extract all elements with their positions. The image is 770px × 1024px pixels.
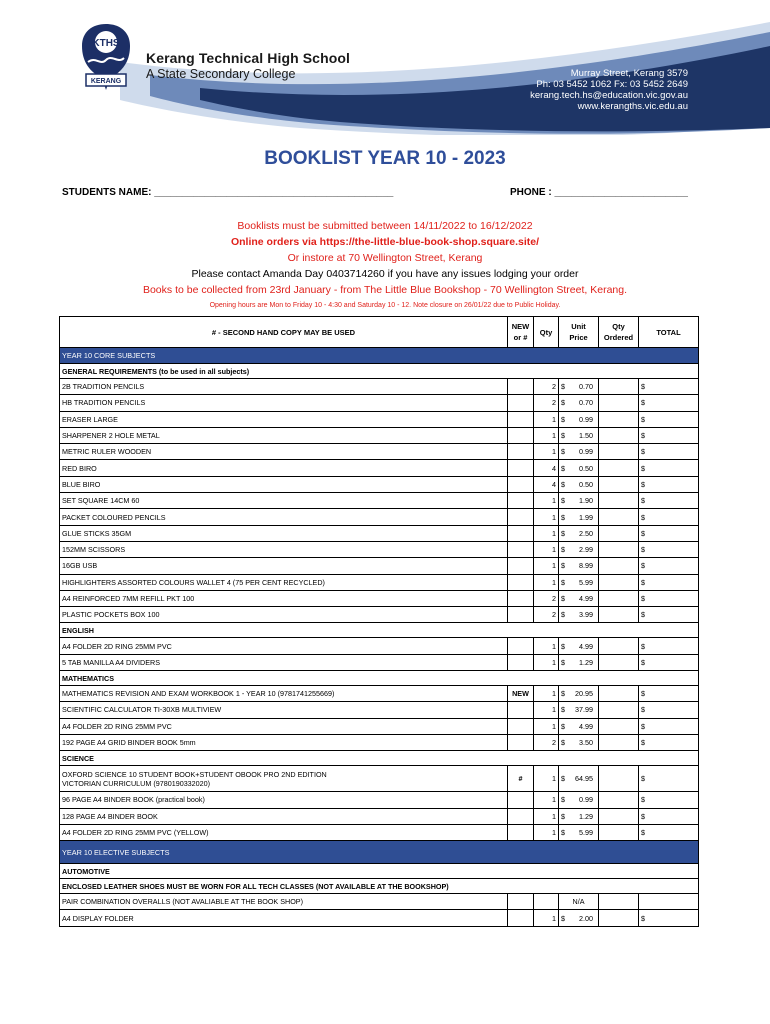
item-unit-price: N/A — [559, 894, 599, 910]
item-new-flag — [508, 702, 534, 718]
price-amount: 0.50 — [579, 479, 593, 489]
qty-ordered-input[interactable] — [599, 525, 639, 541]
item-unit-price — [559, 541, 599, 557]
qty-ordered-input[interactable] — [599, 607, 639, 623]
item-description: A4 DISPLAY FOLDER — [60, 910, 508, 926]
collection-notice: Books to be collected from 23rd January - from The Little Blue Bookshop - 70 Wellington Street, Kerang. — [142, 284, 628, 296]
item-new-flag — [508, 558, 534, 574]
phone-field[interactable]: PHONE : ________________________ — [510, 187, 688, 198]
item-qty: 1 — [534, 792, 559, 808]
item-unit-price — [559, 824, 599, 840]
item-qty: 2 — [534, 395, 559, 411]
item-qty: 1 — [534, 638, 559, 654]
item-unit-price — [559, 718, 599, 734]
item-description: 128 PAGE A4 BINDER BOOK — [60, 808, 508, 824]
section-heading: AUTOMOTIVE — [60, 864, 699, 879]
qty-ordered-input[interactable] — [599, 574, 639, 590]
currency-symbol: $ — [561, 721, 565, 731]
section-heading-row — [60, 364, 699, 379]
item-qty: 1 — [534, 910, 559, 926]
currency-symbol: $ — [561, 431, 565, 441]
currency-symbol: $ — [561, 561, 565, 571]
item-description: A4 FOLDER 2D RING 25MM PVC — [60, 718, 508, 734]
item-qty: 1 — [534, 509, 559, 525]
price-amount: 0.99 — [579, 795, 593, 805]
item-unit-price — [559, 395, 599, 411]
svg-text:KTHS: KTHS — [92, 38, 120, 49]
currency-symbol: $ — [561, 913, 565, 923]
item-qty: 1 — [534, 574, 559, 590]
table-row — [60, 476, 699, 492]
item-qty: 1 — [534, 444, 559, 460]
item-description: 96 PAGE A4 BINDER BOOK (practical book) — [60, 792, 508, 808]
contact-address: Murray Street, Kerang 3579 — [570, 68, 688, 79]
item-qty: 4 — [534, 476, 559, 492]
subject-group-band — [60, 841, 699, 864]
section-heading-row — [60, 623, 699, 638]
item-total: $ — [639, 411, 699, 427]
online-orders-link[interactable]: Online orders via https://the-little-blue-book-shop.square.site/ — [230, 236, 540, 248]
section-heading: ENCLOSED LEATHER SHOES MUST BE WORN FOR ALL TECH CLASSES (NOT AVAILABLE AT THE BOOKSHOP) — [60, 879, 699, 894]
table-row — [60, 590, 699, 606]
header-new: NEW or # — [508, 317, 534, 348]
price-amount: 37.99 — [575, 705, 593, 715]
item-unit-price — [559, 734, 599, 750]
item-qty: 1 — [534, 427, 559, 443]
table-row — [60, 808, 699, 824]
item-new-flag — [508, 574, 534, 590]
section-heading: ENGLISH — [60, 623, 699, 638]
qty-ordered-input[interactable] — [599, 395, 639, 411]
price-amount: 1.29 — [579, 811, 593, 821]
item-description: GLUE STICKS 35GM — [60, 525, 508, 541]
price-amount: 2.50 — [579, 528, 593, 538]
submission-dates-notice: Booklists must be submitted between 14/11/2022 to 16/12/2022 — [237, 220, 533, 232]
item-qty: 1 — [534, 411, 559, 427]
qty-ordered-input[interactable] — [599, 379, 639, 395]
price-amount: 20.95 — [575, 689, 593, 699]
qty-ordered-input[interactable] — [599, 686, 639, 702]
price-amount: 0.50 — [579, 463, 593, 473]
item-new-flag — [508, 476, 534, 492]
qty-ordered-input[interactable] — [599, 654, 639, 670]
item-description: SHARPENER 2 HOLE METAL — [60, 427, 508, 443]
item-qty: 4 — [534, 460, 559, 476]
contact-phone-fax: Ph: 03 5452 1062 Fx: 03 5452 2649 — [536, 79, 688, 90]
item-total: $ — [639, 718, 699, 734]
header-total: TOTAL — [639, 317, 699, 348]
item-qty: 1 — [534, 808, 559, 824]
item-unit-price — [559, 444, 599, 460]
item-description: 152MM SCISSORS — [60, 541, 508, 557]
price-amount: 4.99 — [579, 594, 593, 603]
table-row — [60, 654, 699, 670]
currency-symbol: $ — [561, 811, 565, 821]
item-unit-price — [559, 590, 599, 606]
item-total: $ — [639, 686, 699, 702]
qty-ordered-input[interactable] — [599, 509, 639, 525]
item-qty: 1 — [534, 654, 559, 670]
item-total: $ — [639, 509, 699, 525]
item-unit-price — [559, 808, 599, 824]
item-description: 192 PAGE A4 GRID BINDER BOOK 5mm — [60, 734, 508, 750]
item-unit-price — [559, 654, 599, 670]
section-heading: MATHEMATICS — [60, 671, 699, 686]
item-total: $ — [639, 654, 699, 670]
contact-notice: Please contact Amanda Day 0403714260 if you have any issues lodging your order — [191, 268, 579, 280]
item-qty: 1 — [534, 702, 559, 718]
item-total: $ — [639, 638, 699, 654]
students-name-field[interactable]: STUDENTS NAME: ___________________________________________ — [62, 187, 394, 198]
item-description: METRIC RULER WOODEN — [60, 444, 508, 460]
table-row — [60, 525, 699, 541]
qty-ordered-input[interactable] — [599, 734, 639, 750]
header-unit-price: Unit Price — [559, 317, 599, 348]
currency-symbol: $ — [561, 657, 565, 667]
item-new-flag — [508, 808, 534, 824]
item-unit-price — [559, 476, 599, 492]
price-amount: 1.99 — [579, 512, 593, 522]
item-unit-price — [559, 910, 599, 926]
section-heading-row — [60, 864, 699, 879]
item-total: $ — [639, 590, 699, 606]
item-description: 2B TRADITION PENCILS — [60, 379, 508, 395]
currency-symbol: $ — [561, 795, 565, 805]
currency-symbol: $ — [561, 447, 565, 457]
table-row — [60, 702, 699, 718]
item-total: $ — [639, 379, 699, 395]
currency-symbol: $ — [561, 738, 565, 748]
item-unit-price — [559, 509, 599, 525]
table-row — [60, 460, 699, 476]
qty-ordered-input[interactable] — [599, 808, 639, 824]
item-description: A4 FOLDER 2D RING 25MM PVC (YELLOW) — [60, 824, 508, 840]
price-amount: 5.99 — [579, 827, 593, 837]
item-total: $ — [639, 493, 699, 509]
item-total: $ — [639, 444, 699, 460]
price-amount: 2.00 — [579, 913, 593, 923]
item-qty: 1 — [534, 525, 559, 541]
item-description: PLASTIC POCKETS BOX 100 — [60, 607, 508, 623]
item-new-flag: NEW — [508, 686, 534, 702]
qty-ordered-input[interactable] — [599, 427, 639, 443]
item-total: $ — [639, 734, 699, 750]
table-row — [60, 792, 699, 808]
subject-group-band — [60, 348, 699, 364]
item-qty — [534, 894, 559, 910]
currency-symbol: $ — [561, 545, 565, 555]
currency-symbol: $ — [561, 641, 565, 651]
price-amount: 4.99 — [579, 641, 593, 651]
item-description: 16GB USB — [60, 558, 508, 574]
item-total: $ — [639, 558, 699, 574]
section-heading-row — [60, 879, 699, 894]
qty-ordered-input[interactable] — [599, 894, 639, 910]
item-description: SCIENTIFIC CALCULATOR TI-30XB MULTIVIEW — [60, 702, 508, 718]
band-label: YEAR 10 ELECTIVE SUBJECTS — [60, 841, 699, 864]
opening-hours-notice: Opening hours are Mon to Friday 10 - 4:30 and Saturday 10 - 12. Note closure on 26/01/22 due to Public Holiday. — [209, 302, 561, 309]
item-total — [639, 894, 699, 910]
instore-notice: Or instore at 70 Wellington Street, Kerang — [287, 252, 483, 264]
qty-ordered-input[interactable] — [599, 493, 639, 509]
price-amount: 8.99 — [579, 561, 593, 571]
item-qty: 1 — [534, 824, 559, 840]
price-amount: 1.29 — [579, 657, 593, 667]
item-new-flag — [508, 411, 534, 427]
qty-ordered-input[interactable] — [599, 792, 639, 808]
currency-symbol: $ — [561, 610, 565, 620]
item-new-flag — [508, 654, 534, 670]
item-new-flag — [508, 460, 534, 476]
header-qty: Qty — [534, 317, 559, 348]
header-description: # - SECOND HAND COPY MAY BE USED — [60, 317, 508, 348]
price-amount: 1.50 — [579, 431, 593, 441]
table-row — [60, 686, 699, 702]
item-total: $ — [639, 427, 699, 443]
band-label: YEAR 10 CORE SUBJECTS — [60, 348, 699, 364]
price-amount: 1.90 — [579, 496, 593, 506]
item-qty: 2 — [534, 734, 559, 750]
table-row — [60, 607, 699, 623]
item-unit-price — [559, 766, 599, 792]
price-amount: 3.50 — [579, 738, 593, 748]
price-amount: 3.99 — [579, 610, 593, 620]
table-row — [60, 493, 699, 509]
item-description: OXFORD SCIENCE 10 STUDENT BOOK+STUDENT OBOOK PRO 2ND EDITION VICTORIAN CURRICULUM (9780190332020) — [60, 766, 508, 792]
item-description: HB TRADITION PENCILS — [60, 395, 508, 411]
currency-symbol: $ — [561, 827, 565, 837]
item-unit-price — [559, 460, 599, 476]
item-new-flag — [508, 638, 534, 654]
item-qty: 2 — [534, 590, 559, 606]
item-total: $ — [639, 824, 699, 840]
item-qty: 1 — [534, 541, 559, 557]
item-new-flag — [508, 444, 534, 460]
item-qty: 2 — [534, 607, 559, 623]
item-new-flag: # — [508, 766, 534, 792]
price-amount: 0.99 — [579, 447, 593, 457]
item-new-flag — [508, 590, 534, 606]
price-amount: 2.99 — [579, 545, 593, 555]
item-unit-price — [559, 792, 599, 808]
qty-ordered-input[interactable] — [599, 460, 639, 476]
item-new-flag — [508, 607, 534, 623]
item-description: ERASER LARGE — [60, 411, 508, 427]
item-unit-price — [559, 379, 599, 395]
item-description: PAIR COMBINATION OVERALLS (NOT AVALIABLE AT THE BOOK SHOP) — [60, 894, 508, 910]
item-description: RED BIRO — [60, 460, 508, 476]
qty-ordered-input[interactable] — [599, 541, 639, 557]
item-new-flag — [508, 509, 534, 525]
table-row — [60, 638, 699, 654]
table-row — [60, 766, 699, 792]
item-total: $ — [639, 476, 699, 492]
qty-ordered-input[interactable] — [599, 476, 639, 492]
item-qty: 1 — [534, 718, 559, 734]
item-unit-price — [559, 558, 599, 574]
price-amount: 4.99 — [579, 721, 593, 731]
price-amount: 64.95 — [575, 774, 593, 784]
table-row — [60, 734, 699, 750]
qty-ordered-input[interactable] — [599, 824, 639, 840]
section-heading-row — [60, 671, 699, 686]
table-row — [60, 558, 699, 574]
currency-symbol: $ — [561, 705, 565, 715]
item-qty: 1 — [534, 766, 559, 792]
item-new-flag — [508, 395, 534, 411]
item-qty: 1 — [534, 686, 559, 702]
currency-symbol: $ — [561, 463, 565, 473]
table-row — [60, 509, 699, 525]
table-row — [60, 824, 699, 840]
item-unit-price — [559, 638, 599, 654]
contact-details — [530, 68, 688, 112]
item-total: $ — [639, 766, 699, 792]
item-new-flag — [508, 824, 534, 840]
table-row — [60, 444, 699, 460]
item-total: $ — [639, 541, 699, 557]
item-new-flag — [508, 894, 534, 910]
school-logo — [70, 22, 142, 102]
item-description: HIGHLIGHTERS ASSORTED COLOURS WALLET 4 (75 PER CENT RECYCLED) — [60, 574, 508, 590]
price-amount: 0.70 — [579, 382, 593, 392]
item-unit-price — [559, 702, 599, 718]
currency-symbol: $ — [561, 774, 565, 784]
item-new-flag — [508, 379, 534, 395]
price-amount: 0.99 — [579, 414, 593, 424]
qty-ordered-input[interactable] — [599, 638, 639, 654]
svg-text:KERANG: KERANG — [90, 78, 122, 85]
section-heading: GENERAL REQUIREMENTS (to be used in all subjects) — [60, 364, 699, 379]
item-qty: 1 — [534, 558, 559, 574]
currency-symbol: $ — [561, 512, 565, 522]
section-heading: SCIENCE — [60, 751, 699, 766]
qty-ordered-input[interactable] — [599, 590, 639, 606]
currency-symbol: $ — [561, 577, 565, 587]
item-unit-price — [559, 411, 599, 427]
qty-ordered-input[interactable] — [599, 910, 639, 926]
item-new-flag — [508, 734, 534, 750]
item-qty: 2 — [534, 379, 559, 395]
item-description: SET SQUARE 14CM 60 — [60, 493, 508, 509]
table-row — [60, 411, 699, 427]
item-new-flag — [508, 792, 534, 808]
price-amount: 0.70 — [579, 398, 593, 408]
item-total: $ — [639, 574, 699, 590]
school-subtitle: A State Secondary College — [146, 67, 296, 81]
item-unit-price — [559, 607, 599, 623]
item-description: 5 TAB MANILLA A4 DIVIDERS — [60, 654, 508, 670]
item-description: A4 FOLDER 2D RING 25MM PVC — [60, 638, 508, 654]
item-total: $ — [639, 808, 699, 824]
item-unit-price — [559, 574, 599, 590]
table-row — [60, 427, 699, 443]
item-total: $ — [639, 607, 699, 623]
currency-symbol: $ — [561, 479, 565, 489]
page-title: BOOKLIST YEAR 10 - 2023 — [264, 148, 506, 169]
currency-symbol: $ — [561, 528, 565, 538]
qty-ordered-input[interactable] — [599, 411, 639, 427]
price-amount: 5.99 — [579, 577, 593, 587]
table-header-row — [60, 317, 699, 348]
qty-ordered-input[interactable] — [599, 718, 639, 734]
table-row — [60, 541, 699, 557]
item-description: PACKET COLOURED PENCILS — [60, 509, 508, 525]
qty-ordered-input[interactable] — [599, 702, 639, 718]
item-total: $ — [639, 702, 699, 718]
currency-symbol: $ — [561, 382, 565, 392]
contact-website[interactable]: www.kerangths.vic.edu.au — [577, 101, 688, 112]
school-name: Kerang Technical High School — [146, 50, 351, 66]
table-row — [60, 379, 699, 395]
item-unit-price — [559, 525, 599, 541]
contact-email[interactable]: kerang.tech.hs@education.vic.gov.au — [530, 90, 688, 101]
table-row — [60, 894, 699, 910]
item-new-flag — [508, 525, 534, 541]
item-total: $ — [639, 792, 699, 808]
item-new-flag — [508, 541, 534, 557]
currency-symbol: $ — [561, 398, 565, 408]
section-heading-row — [60, 751, 699, 766]
booklist-table — [59, 316, 699, 927]
item-description: MATHEMATICS REVISION AND EXAM WORKBOOK 1 - YEAR 10 (9781741255669) — [60, 686, 508, 702]
item-qty: 1 — [534, 493, 559, 509]
item-description: A4 REINFORCED 7MM REFILL PKT 100 — [60, 590, 508, 606]
currency-symbol: $ — [561, 496, 565, 506]
item-total: $ — [639, 525, 699, 541]
item-new-flag — [508, 718, 534, 734]
item-new-flag — [508, 427, 534, 443]
item-unit-price — [559, 493, 599, 509]
letterhead — [0, 0, 770, 135]
item-total: $ — [639, 460, 699, 476]
item-description: BLUE BIRO — [60, 476, 508, 492]
item-unit-price — [559, 686, 599, 702]
currency-symbol: $ — [561, 594, 565, 603]
table-row — [60, 574, 699, 590]
header-qty-ordered: Qty Ordered — [599, 317, 639, 348]
item-new-flag — [508, 910, 534, 926]
item-new-flag — [508, 493, 534, 509]
table-row — [60, 910, 699, 926]
item-total: $ — [639, 395, 699, 411]
table-row — [60, 395, 699, 411]
qty-ordered-input[interactable] — [599, 444, 639, 460]
currency-symbol: $ — [561, 414, 565, 424]
item-unit-price — [559, 427, 599, 443]
qty-ordered-input[interactable] — [599, 558, 639, 574]
table-row — [60, 718, 699, 734]
currency-symbol: $ — [561, 689, 565, 699]
qty-ordered-input[interactable] — [599, 766, 639, 792]
item-total: $ — [639, 910, 699, 926]
